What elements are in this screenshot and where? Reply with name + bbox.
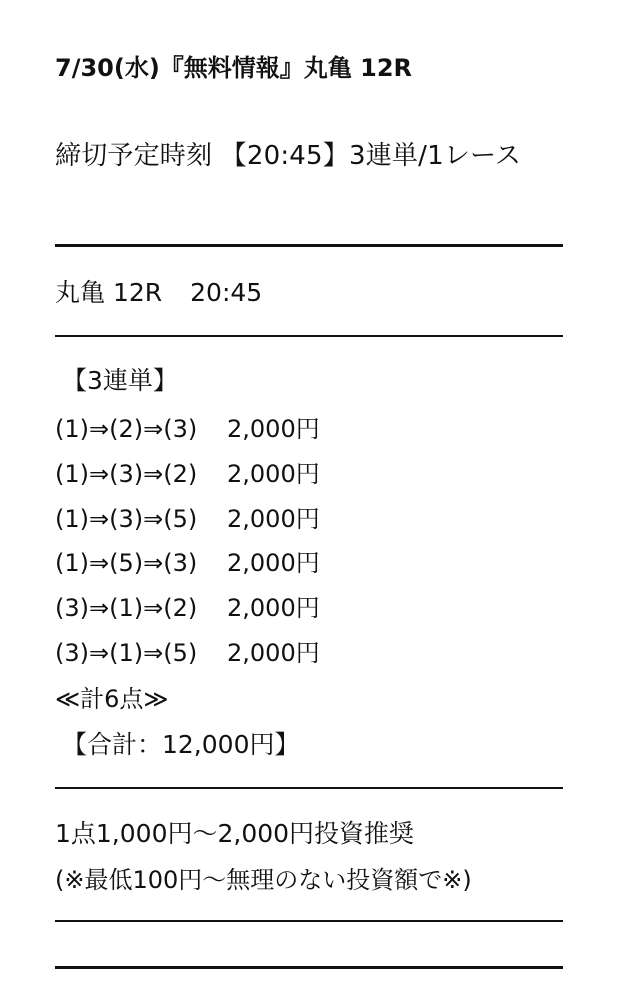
race-time: 20:45 (190, 278, 263, 307)
investment-note: (※最低100円～無理のない投資額で※) (55, 866, 472, 894)
bet-amount: 2,000円 (227, 639, 320, 667)
bet-amount: 2,000円 (227, 505, 320, 533)
point-count: ≪計6点≫ (55, 685, 169, 713)
divider (55, 787, 563, 789)
bet-amount: 2,000円 (227, 460, 320, 488)
bet-combination: (1)⇒(3)⇒(5) (55, 505, 198, 533)
bet-combination: (1)⇒(2)⇒(3) (55, 415, 198, 443)
bet-amount: 2,000円 (227, 549, 320, 577)
bet-row (55, 414, 320, 444)
bet-combination: (1)⇒(5)⇒(3) (55, 549, 198, 577)
bet-amount: 2,000円 (227, 594, 320, 622)
divider (55, 335, 563, 337)
bet-row (55, 638, 320, 668)
page-title: 7/30(水)『無料情報』丸亀 12R (55, 54, 413, 82)
divider (55, 244, 563, 247)
bet-row (55, 459, 320, 489)
deadline-info: 締切予定時刻 【20:45】3連単/1レース (55, 141, 522, 171)
bet-row (55, 504, 320, 534)
investment-recommendation: 1点1,000円～2,000円投資推奨 (55, 819, 415, 848)
bet-combination: (3)⇒(1)⇒(2) (55, 594, 198, 622)
total-amount: 【合計：12,000円】 (62, 730, 300, 759)
divider (55, 920, 563, 922)
bet-amount: 2,000円 (227, 415, 320, 443)
bet-combination: (3)⇒(1)⇒(5) (55, 639, 198, 667)
divider (55, 966, 563, 969)
race-venue: 丸亀 12R (55, 278, 163, 307)
race-header (55, 278, 262, 308)
bet-row (55, 593, 320, 623)
bet-type-label: 【3連単】 (62, 366, 178, 395)
bet-row (55, 548, 320, 578)
bet-combination: (1)⇒(3)⇒(2) (55, 460, 198, 488)
